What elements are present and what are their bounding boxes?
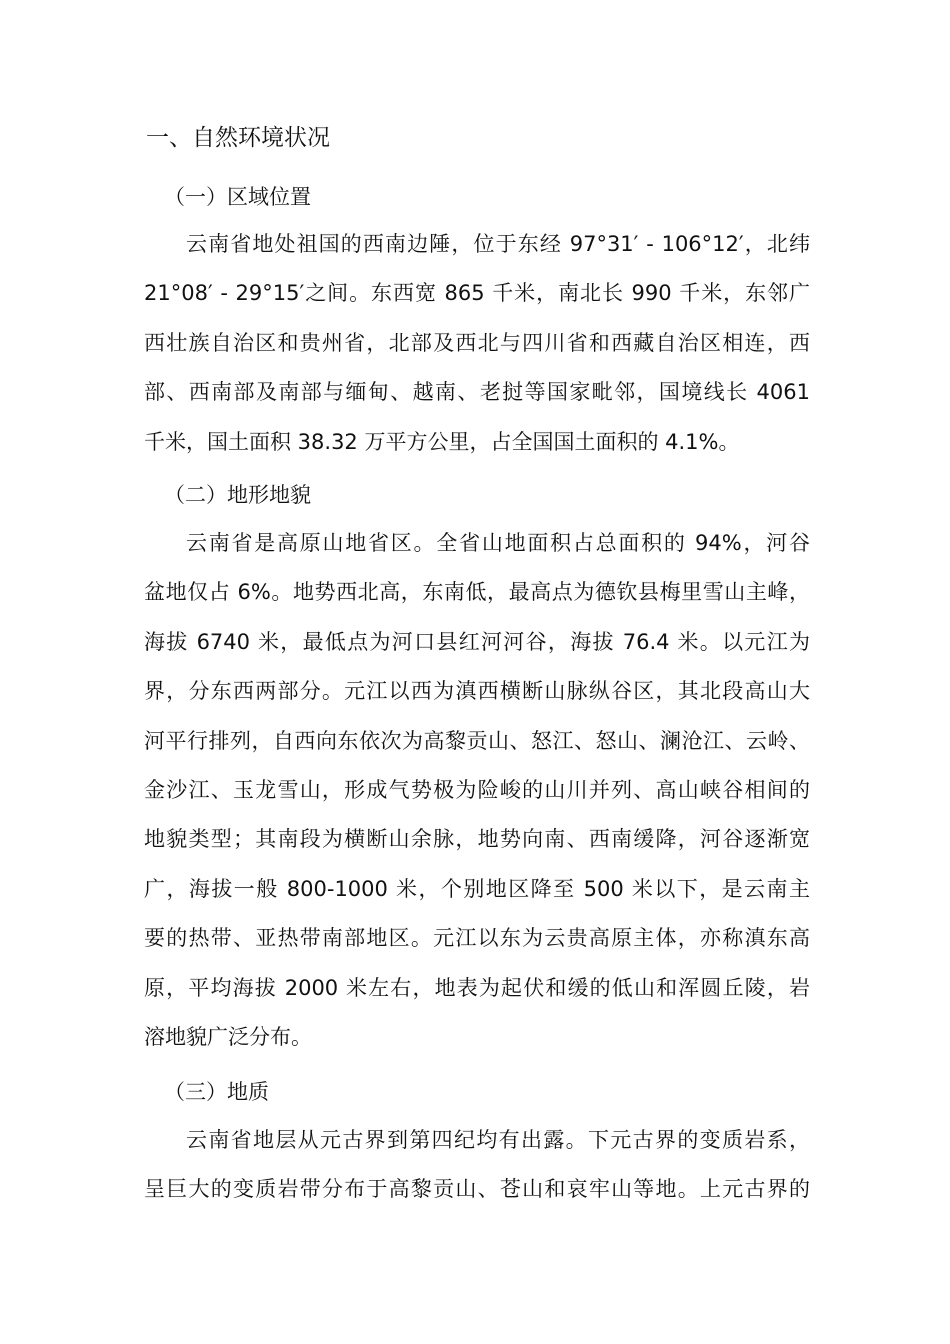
text-line: 地貌类型；其南段为横断山余脉，地势向南、西南缓降，河谷逐渐宽 xyxy=(144,827,810,852)
text-line: 部、西南部及南部与缅甸、越南、老挝等国家毗邻，国境线长 4061 xyxy=(144,380,810,405)
text-line: 西壮族自治区和贵州省，北部及西北与四川省和西藏自治区相连，西 xyxy=(144,330,810,355)
text-line: 云南省是高原山地省区。全省山地面积占总面积的 94%，河谷 xyxy=(186,531,810,555)
paragraph-geology xyxy=(144,1116,810,1215)
main-heading: 一、自然环境状况 xyxy=(146,125,330,151)
text-line: 原，平均海拔 2000 米左右，地表为起伏和缓的低山和浑圆丘陵，岩 xyxy=(144,975,810,1000)
paragraph-terrain xyxy=(144,519,810,1062)
section-heading-terrain: （二）地形地貌 xyxy=(164,483,311,507)
text-line: 云南省地层从元古界到第四纪均有出露。下元古界的变质岩系， xyxy=(186,1128,810,1152)
text-line: 河平行排列，自西向东依次为高黎贡山、怒江、怒山、澜沧江、云岭、 xyxy=(144,728,810,753)
text-line: 云南省地处祖国的西南边陲，位于东经 97°31′ - 106°12′，北纬 xyxy=(186,232,810,256)
text-line: 要的热带、亚热带南部地区。元江以东为云贵高原主体，亦称滇东高 xyxy=(144,926,810,951)
text-line: 千米，国土面积 38.32 万平方公里，占全国国土面积的 4.1%。 xyxy=(144,429,740,454)
text-line: 溶地貌广泛分布。 xyxy=(144,1024,312,1049)
text-line: 界，分东西两部分。元江以西为滇西横断山脉纵谷区，其北段高山大 xyxy=(144,679,810,704)
text-line: 呈巨大的变质岩带分布于高黎贡山、苍山和哀牢山等地。上元古界的 xyxy=(144,1177,810,1202)
section-heading-location: （一）区域位置 xyxy=(164,185,311,209)
text-line: 盆地仅占 6%。地势西北高，东南低，最高点为德钦县梅里雪山主峰， xyxy=(144,580,810,605)
paragraph-location xyxy=(144,220,810,467)
text-line: 21°08′ - 29°15′之间。东西宽 865 千米，南北长 990 千米，东邻广 xyxy=(144,281,810,306)
section-heading-geology: （三）地质 xyxy=(164,1080,269,1104)
text-line: 广，海拔一般 800-1000 米，个别地区降至 500 米以下，是云南主 xyxy=(144,876,810,901)
text-line: 海拔 6740 米，最低点为河口县红河河谷，海拔 76.4 米。以元江为 xyxy=(144,629,810,654)
text-line: 金沙江、玉龙雪山，形成气势极为险峻的山川并列、高山峡谷相间的 xyxy=(144,777,810,802)
